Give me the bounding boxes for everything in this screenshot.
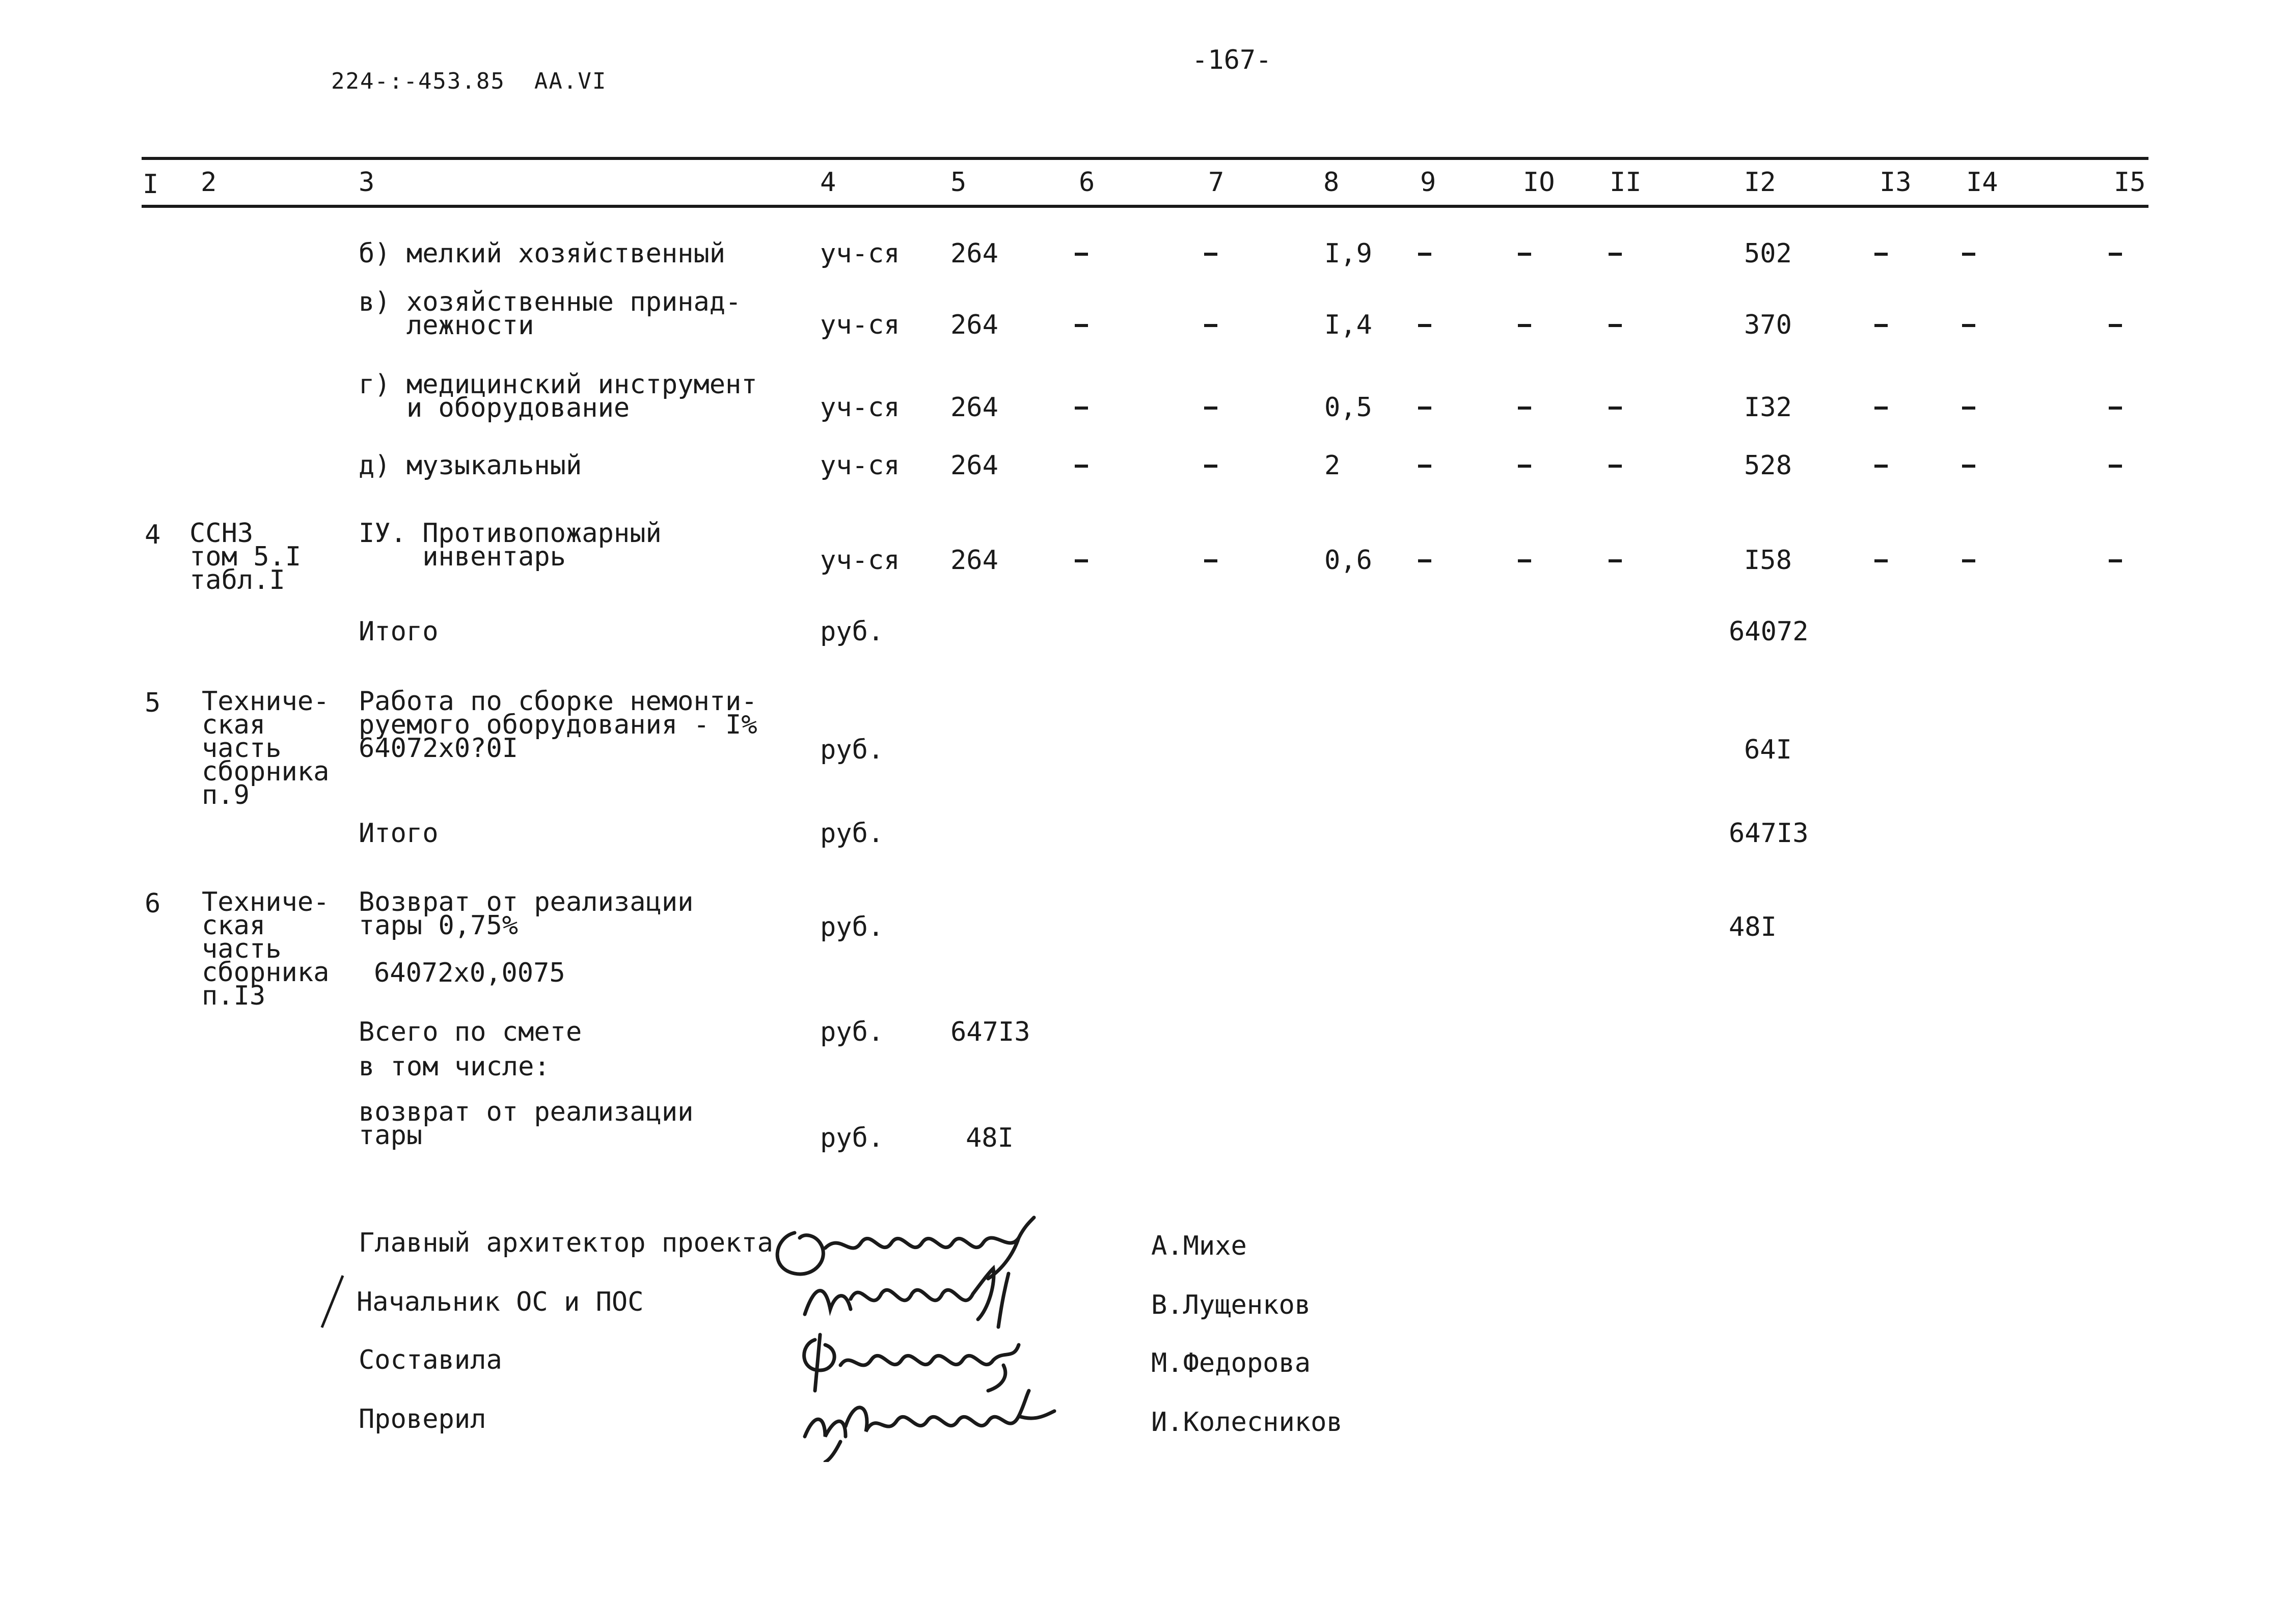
empty-cell-dash [1962, 253, 1975, 256]
column-header: IO [1523, 167, 1555, 198]
row-rate: I,9 [1324, 238, 1372, 269]
column-header: 8 [1323, 167, 1340, 198]
row-rate: 2 [1324, 450, 1341, 481]
empty-cell-dash [1204, 407, 1217, 410]
row-unit: руб. [820, 818, 884, 849]
column-header: 4 [820, 167, 836, 198]
empty-cell-dash [1962, 324, 1975, 327]
empty-cell-dash [1075, 465, 1088, 468]
row-number: 6 [145, 888, 161, 919]
empty-cell-dash [1518, 559, 1531, 562]
row-total: 64I [1744, 735, 1792, 765]
row-unit: руб. [820, 1017, 884, 1047]
header-bottom-rule [142, 205, 2148, 208]
empty-cell-dash [2109, 324, 2122, 327]
row-total: 647I3 [1729, 818, 1809, 849]
signature-role: Начальник ОС и ПОС [357, 1287, 644, 1317]
row-source-reference: Техниче- ская часть сборника п.9 [202, 686, 330, 810]
row-description: Итого [359, 818, 439, 849]
empty-cell-dash [1418, 253, 1431, 256]
empty-cell-dash [1962, 407, 1975, 410]
row-unit: уч-ся [820, 392, 900, 423]
empty-cell-dash [1204, 559, 1217, 562]
row-quantity: 264 [950, 392, 998, 423]
margin-slash-mark [321, 1275, 344, 1328]
row-source-reference: ССНЗ том 5.I табл.I [189, 518, 302, 596]
empty-cell-dash [1518, 465, 1531, 468]
row-rate: 0,5 [1324, 392, 1372, 423]
empty-cell-dash [1518, 253, 1531, 256]
row-unit: уч-ся [820, 238, 900, 269]
row-number: 5 [145, 688, 161, 718]
column-header: 5 [950, 167, 967, 198]
row-quantity: 264 [950, 450, 998, 481]
document-code: 224-:-453.85 АА.VI [331, 68, 607, 94]
column-header: I5 [2114, 167, 2146, 198]
empty-cell-dash [1609, 324, 1622, 327]
empty-cell-dash [1962, 559, 1975, 562]
empty-cell-dash [1075, 407, 1088, 410]
empty-cell-dash [1075, 324, 1088, 327]
row-description: IУ. Противопожарный инвентарь [359, 518, 662, 572]
column-header: II [1610, 167, 1642, 198]
empty-cell-dash [1418, 324, 1431, 327]
column-header: I [143, 169, 159, 200]
row-description: Работа по сборке немонти- руемого оборудования - I% 64072x0?0I [359, 686, 757, 764]
column-header: I2 [1744, 167, 1776, 198]
row-quantity: 48I [966, 1123, 1014, 1153]
signature-role: Составила [359, 1345, 502, 1375]
empty-cell-dash [1609, 253, 1622, 256]
empty-cell-dash [1204, 253, 1217, 256]
row-description: г) медицинский инструмент и оборудование [359, 369, 757, 423]
row-rate: I,4 [1324, 310, 1372, 340]
empty-cell-dash [1874, 324, 1888, 327]
row-total: I32 [1744, 392, 1792, 423]
empty-cell-dash [2109, 253, 2122, 256]
row-description: Всего по смете [359, 1017, 582, 1047]
row-quantity: 264 [950, 238, 998, 269]
row-quantity: 264 [950, 545, 998, 576]
empty-cell-dash [1609, 465, 1622, 468]
handwritten-signature [795, 1324, 1029, 1396]
row-unit: уч-ся [820, 545, 900, 576]
empty-cell-dash [1418, 407, 1431, 410]
empty-cell-dash [1609, 407, 1622, 410]
empty-cell-dash [1204, 465, 1217, 468]
empty-cell-dash [1518, 407, 1531, 410]
row-number: 4 [145, 520, 161, 550]
page-number: -167- [1192, 45, 1272, 75]
row-total: 528 [1744, 450, 1792, 481]
row-description: б) мелкий хозяйственный [359, 238, 726, 269]
row-unit: уч-ся [820, 450, 900, 481]
row-description: Возврат от реализации тары 0,75% [359, 887, 694, 941]
row-unit: руб. [820, 912, 884, 942]
row-unit: руб. [820, 616, 884, 647]
row-description: возврат от реализации тары [359, 1097, 694, 1151]
column-header: 9 [1420, 167, 1436, 198]
row-description: Итого [359, 616, 439, 647]
including-label: в том числе: [359, 1051, 550, 1082]
signature-name: А.Михе [1151, 1231, 1247, 1261]
column-header: I4 [1966, 167, 1998, 198]
column-header: 7 [1208, 167, 1224, 198]
row-unit: руб. [820, 735, 884, 765]
column-header: 3 [359, 167, 375, 198]
row-unit: руб. [820, 1123, 884, 1153]
row-total: 370 [1744, 310, 1792, 340]
empty-cell-dash [1204, 324, 1217, 327]
signature-name: М.Федорова [1151, 1348, 1311, 1378]
row-description: в) хозяйственные принад- лежности [359, 287, 742, 341]
row-rate: 0,6 [1324, 545, 1372, 576]
empty-cell-dash [1962, 465, 1975, 468]
row-source-reference: Техниче- ская часть сборника п.I3 [202, 887, 330, 1011]
row-total: I58 [1744, 545, 1792, 576]
signature-name: И.Колесников [1151, 1407, 1343, 1438]
empty-cell-dash [2109, 465, 2122, 468]
empty-cell-dash [1418, 559, 1431, 562]
empty-cell-dash [1075, 253, 1088, 256]
signature-name: В.Лущенков [1151, 1290, 1311, 1320]
column-header: I3 [1880, 167, 1912, 198]
empty-cell-dash [1874, 407, 1888, 410]
empty-cell-dash [2109, 559, 2122, 562]
signature-role: Главный архитектор проекта [359, 1228, 773, 1258]
column-header: 2 [201, 167, 217, 198]
handwritten-signature [795, 1386, 1059, 1462]
empty-cell-dash [1075, 559, 1088, 562]
row-unit: уч-ся [820, 310, 900, 340]
empty-cell-dash [1874, 559, 1888, 562]
empty-cell-dash [1874, 465, 1888, 468]
column-header: 6 [1079, 167, 1095, 198]
empty-cell-dash [1609, 559, 1622, 562]
row-description: д) музыкальный [359, 450, 582, 481]
row-total: 64072 [1729, 616, 1809, 647]
signature-role: Проверил [359, 1404, 486, 1434]
handwritten-signature [795, 1263, 1034, 1330]
row-quantity: 647I3 [950, 1017, 1030, 1047]
row-total: 48I [1729, 912, 1777, 942]
row-total: 502 [1744, 238, 1792, 269]
empty-cell-dash [1874, 253, 1888, 256]
calculation-formula: 64072x0,0075 [374, 958, 565, 988]
empty-cell-dash [1418, 465, 1431, 468]
empty-cell-dash [2109, 407, 2122, 410]
row-quantity: 264 [950, 310, 998, 340]
header-top-rule [142, 157, 2148, 160]
empty-cell-dash [1518, 324, 1531, 327]
